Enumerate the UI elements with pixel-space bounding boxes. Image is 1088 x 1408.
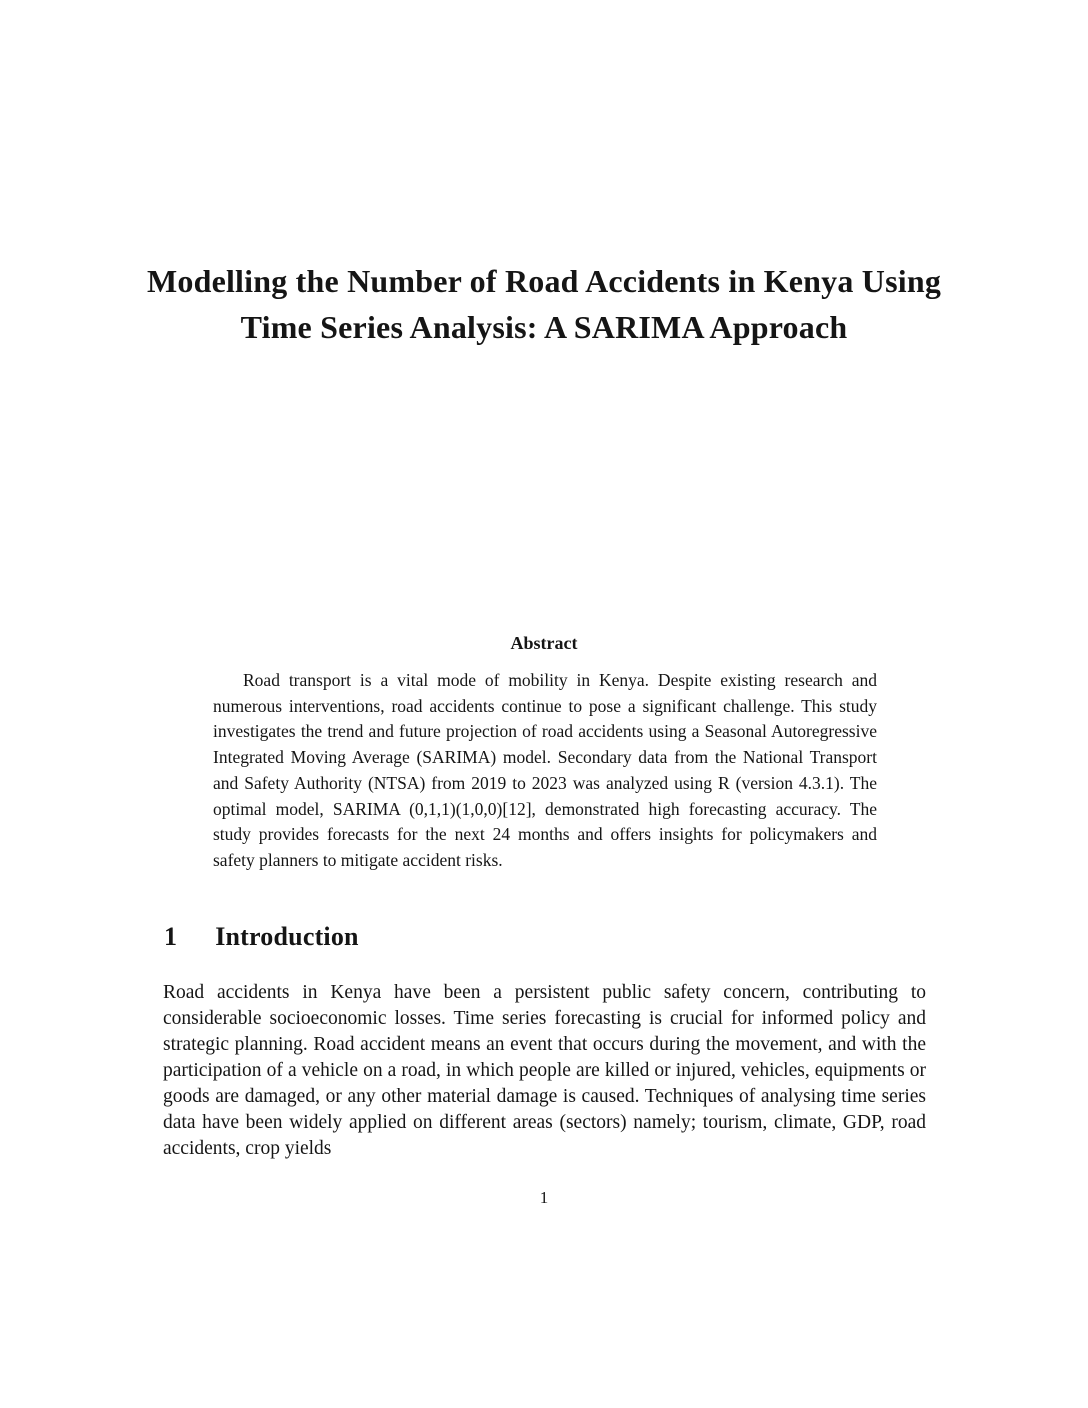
section-heading-introduction [164,922,926,952]
introduction-body [163,980,926,1161]
abstract-text: Road transport is a vital mode of mobility in Kenya. Despite existing research and numerous interventions, road accidents continue to pose a significant challenge. This study investigates the trend and future projection of road accidents using a Seasonal Autoregressive Integrated Moving Average (SARIMA) model. Secondary data from the National Transport and Safety Authority (NTSA) from 2019 to 2023 was analyzed using R (version 4.3.1). The optimal model, SARIMA (0,1,1)(1,0,0)[12], demonstrated high forecasting accuracy. The study provides forecasts for the next 24 months and offers insights for policymakers and safety planners to mitigate accident risks. [213,670,877,871]
page-number: 1 [539,1188,549,1207]
abstract-heading: Abstract [510,633,578,653]
paper-title: Modelling the Number of Road Accidents in Kenya Using Time Series Analysis: A SARIMA Approach [146,263,942,345]
section-number: 1 [164,922,178,951]
abstract-section [213,668,877,874]
introduction-paragraph: Road accidents in Kenya have been a persistent public safety concern, contributing to considerable socioeconomic losses. Time series forecasting is crucial for informed policy and strategic planning. Road accident means an event that occurs during the movement, and with the participation of a vehicle on a road, in which people are killed or injured, vehicles, equipments or goods are damaged, or any other material damage is caused. Techniques of analysing time series data have been widely applied on different areas (sectors) namely; tourism, climate, GDP, road accidents, crop yields [163,982,926,1159]
section-title: Introduction [215,922,359,951]
